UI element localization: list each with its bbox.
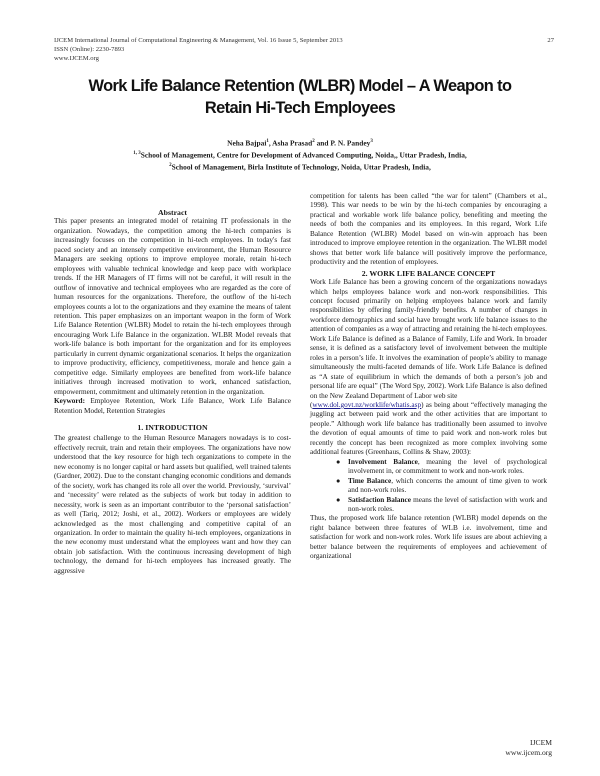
section-2-heading: 2. WORK LIFE BALANCE CONCEPT [361, 268, 496, 278]
journal-website: www.IJCEM.org [54, 55, 99, 62]
footer-url: www.ijcem.org [505, 748, 552, 757]
list-item: ● Satisfaction Balance means the level of satisfaction with work and non-work roles. [336, 495, 547, 513]
section-1-heading: 1. INTRODUCTION [137, 422, 208, 432]
bullet-icon: ● [336, 457, 341, 466]
wlb-features-list [310, 458, 547, 515]
abstract-heading: Abstract [157, 208, 187, 217]
affiliation-2: $^2$School of Management, Birla Institute of Technology, Noida, Uttar Pradesh, India, [169, 162, 431, 172]
footer-brand: IJCEM [530, 738, 552, 747]
title-line-1: Work Life Balance Retention (WLBR) Model – A Weapon to [88, 77, 512, 95]
title-line-2: Retain Hi-Tech Employees [204, 99, 396, 117]
journal-header [54, 36, 554, 63]
page-footer [505, 738, 552, 758]
section-2-text: Work Life Balance has been a growing concern of the organizations nowadays which helps employees balance work and non-work responsibilities. This concept focused primarily on helping employees balance work and family responsibilities by offering family-friendly benefits. A number of changes in workforce demographics and social have brought work life balance issues to the attention of companies as a way of attracting and retaining the hi-tech employees. Work Life Balance is defined as a Balance of Family, Life and Work. In broader sense, it is defined as a satisfactory level of involvement between the multiple roles in a person’s life. It involves the examination of people’s ability to manage simultaneously the multi-faceted demands of life. Work Life Balance is defined as “A state of equilibrium in which the demands of both a person’s job and personal life are equal” (The Word Spy, 2002). Work Life Balance is also defined on the New Zealand Department of Labor web site [310, 278, 547, 400]
left-column [54, 208, 291, 576]
journal-title-line: IJCEM International Journal of Computational Engineering & Management, Vol. 16 Issue 5, September 2013 [54, 37, 343, 44]
issn-line: ISSN (Online): 2230-7893 [54, 46, 125, 53]
section-2-link-paragraph: (www.dol.govt.nz/worklife/whatis.asp) as being about “effectively managing the juggling act between paid work and the other activities that are important to people.” Although work life balance has traditionally been assumed to involve the devotion of equal amounts of time to paid work and non-work roles but recently the concept has been recognized as more complex involving some additional features (Greenhaus, Collins & Shaw, 2003): [310, 400, 547, 457]
abstract-text: This paper presents an integrated model of retaining IT professionals in the organization. Nowadays, the competition among the hi-tech companies is increasingly focuses on the competition in hi-tech employees. In today's fast paced society and an intensely competitive environment, the Human Resource Managers are seeking options to improve employee morale, retain hi-tech employees with valuable technical knowledge and keep pace with workplace trends. If the HR Managers of IT firms will not be careful, it will result in the outflow of innovative and technical employees who are regarded as the core of human resources for the organizations. Therefore, the outflow of the hi-tech employees counts a lot to the organizations and they examine the means of talent retention. This paper emphasizes on an important weapon in the form of Work Life Balance Retention (WLBR) Model to retain the hi-tech employees through encouraging Work Life Balance in the organization. WLBR Model reveals that work-life balance is both important for the organization and for its employees particularly in current dynamic organizational scenarios. It helps the organization to improve productivity, efficiency, competitiveness, morale and hence gain a competitive edge. Similarly employees are benefited from work-life balance initiatives through increased motivation to work, enhanced satisfaction, empowerment, commitment and ultimately retention in the organization. [54, 217, 291, 396]
intro-continuation: competition for talents has been called “the war for talent” (Chambers et al., 1998). This war needs to be win by the hi-tech companies by encouraging a practical and workable work life balance policy, benefiting and meeting the needs of both the companies and its employees. In this regard, Work Life Balance Retention (WLBR) Model based on win-win approach has been introduced to improve employee retention in the organization. The WLBR model shows that better work life balance will positively improve the performance, productivity and the retention of employees. [310, 192, 547, 267]
bullet-icon: ● [336, 495, 341, 504]
list-item: ● Time Balance, which concerns the amount of time given to work and non-work roles. [336, 476, 547, 495]
right-column [310, 192, 547, 562]
closing-paragraph: Thus, the proposed work life balance retention (WLBR) model depends on the right balance between three features of WLB i.e. involvement, time and satisfaction for work and non-work roles. Work life issues are about achieving a better balance between the requirements of employees and achievement of organizational [310, 514, 547, 561]
author-block [40, 137, 560, 173]
paper-title [40, 75, 560, 119]
page-number: 27 [547, 37, 554, 44]
bullet-icon: ● [336, 476, 341, 485]
section-1-text: The greatest challenge to the Human Resource Managers nowadays is to cost-effectively recruit, train and retain their employees. The organizations have now understood that the key resource for high tech organizations to compete in the new economy is no longer capital or hard assets but qualified, well trained talents (Gardner, 2002). Due to the constant changing economic conditions and demands of the society, work has changed its role all over the world. Previously, ‘survival’ and ‘necessity’ were related as the subjects of work but today in addition to necessity, work is seen as an important contributor to the ‘personal satisfaction’ as well (Tariq, 2012; Joshi, et al., 2002). Workers or employees are widely acknowledged as the most challenging and competitive capital of an organization. In order to maintain the quality hi-tech employees, organizations in the new economy must understand what the employees want and how they can obtain job satisfaction. With the continuous increasing development of high technology, the demand for hi-tech employees has increased greatly. The aggressive [54, 434, 291, 575]
affiliation-1: $^{1, 3}$School of Management, Centre for Development of Advanced Computing, Noida,, Uttar Pradesh, India, [133, 150, 467, 160]
list-item: ● Involvement Balance, meaning the level of psychological involvement in, or commitment to work and non-work roles. [336, 457, 548, 476]
keywords: Keyword: Employee Retention, Work Life Balance, Work Life Balance Retention Model, Retention Strategies [54, 397, 291, 415]
author-names: Neha Bajpai$^1$, Asha Prasad$^2$ and P. N. Pandey$^3$ [227, 138, 373, 148]
dol-website-link[interactable]: www.dol.govt.nz/worklife/whatis.asp [312, 400, 422, 409]
